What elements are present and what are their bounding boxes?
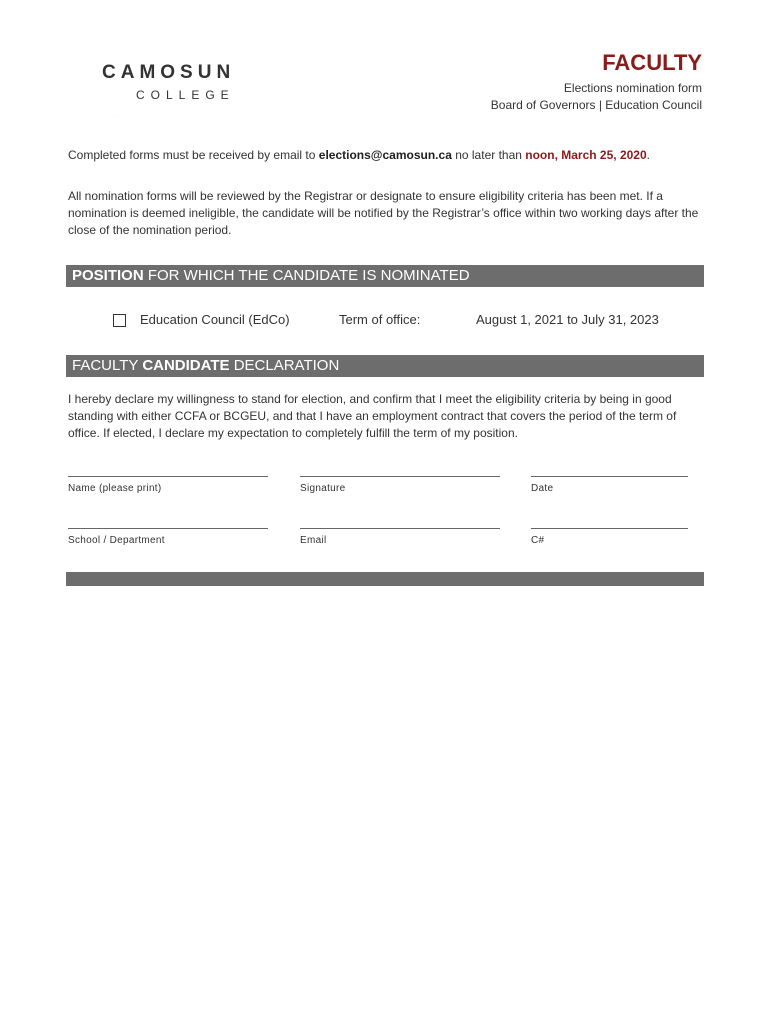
declaration-text: I hereby declare my willingness to stand for election, and confirm that I meet the eligibility criteria by being in good standing with either CCFA or BCGEU, and that I have an employment contract that covers the period of the term of office. If elected, I declare my expectation to completely fulfill the term of my position. bbox=[68, 392, 677, 440]
date-label: Date bbox=[531, 483, 554, 494]
deadline: noon, March 25, 2020 bbox=[525, 148, 647, 162]
signature-label: Signature bbox=[300, 483, 346, 494]
edco-option-label: Education Council (EdCo) bbox=[140, 312, 290, 327]
email-address[interactable]: elections@camosun.ca bbox=[318, 148, 452, 162]
logo-wordmark: CAMOSUN bbox=[102, 62, 236, 83]
footer-bar bbox=[66, 572, 704, 586]
position-section-header: POSITION FOR WHICH THE CANDIDATE IS NOMINATED bbox=[66, 265, 704, 287]
form-bodies: Board of Governors | Education Council bbox=[490, 98, 702, 112]
c-number-field[interactable] bbox=[531, 518, 688, 546]
logo-subtitle: COLLEGE bbox=[136, 88, 235, 102]
page-title: FACULTY bbox=[602, 50, 702, 75]
edco-checkbox[interactable] bbox=[113, 314, 126, 327]
position-option-row bbox=[0, 312, 770, 332]
email-field[interactable] bbox=[300, 518, 500, 546]
review-notice: All nomination forms will be reviewed by the Registrar or designate to ensure eligibility criteria has been met. If a nomination is deemed ineligible, the candidate will be notified by the Registrar’s office within two working days after the close of the nomination period. bbox=[68, 189, 699, 237]
c-number-label: C# bbox=[531, 535, 545, 546]
submission-instructions: Completed forms must be received by email to elections@camosun.ca no later than noon, March 25, 2020. bbox=[68, 148, 650, 162]
name-field[interactable] bbox=[68, 466, 268, 494]
email-label: Email bbox=[300, 535, 327, 546]
school-label: School / Department bbox=[68, 535, 165, 546]
form-header bbox=[491, 50, 702, 114]
term-dates: August 1, 2021 to July 31, 2023 bbox=[476, 312, 659, 327]
signature-field[interactable] bbox=[300, 466, 500, 494]
camosun-logo bbox=[64, 36, 264, 118]
form-subtitle: Elections nomination form bbox=[563, 81, 702, 95]
declaration-section-header: FACULTY CANDIDATE DECLARATION bbox=[66, 355, 704, 377]
school-field[interactable] bbox=[68, 518, 268, 546]
term-label: Term of office: bbox=[339, 312, 421, 327]
name-label: Name (please print) bbox=[68, 483, 162, 494]
date-field[interactable] bbox=[531, 466, 688, 494]
